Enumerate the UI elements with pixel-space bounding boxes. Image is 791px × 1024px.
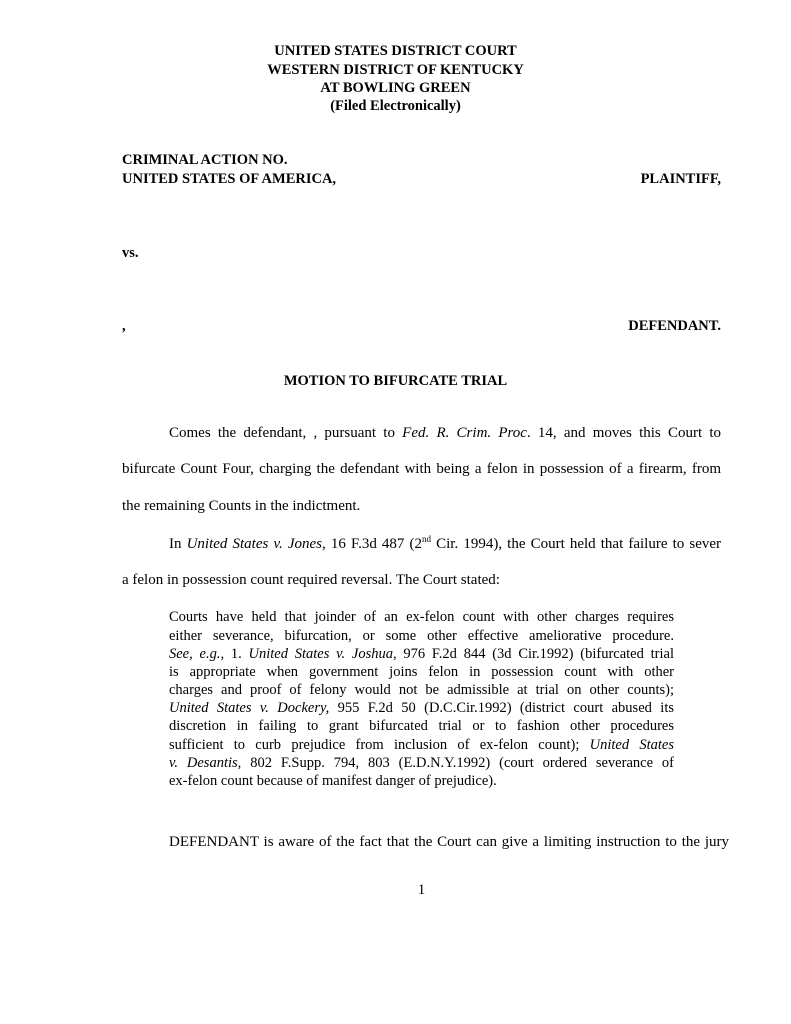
quote-line4: is appropriate when government joins felon in possession count with other	[169, 664, 674, 680]
motion-title: MOTION TO BIFURCATE TRIAL	[283, 373, 508, 389]
page-number: 1	[417, 882, 426, 898]
plaintiff-label: PLAINTIFF,	[640, 171, 721, 187]
para1-line3: the remaining Counts in the indictment.	[122, 498, 361, 514]
plaintiff-name: UNITED STATES OF AMERICA,	[122, 171, 337, 187]
para1-line2: bifurcate Count Four, charging the defendant with being a felon in possession of a firearm, from	[122, 461, 721, 477]
para1-line1: Comes the defendant, , pursuant to Fed. R. Crim. Proc. 14, and moves this Court to	[169, 425, 721, 441]
para2-line1: In United States v. Jones, 16 F.3d 487 (2nd Cir. 1994), the Court held that failure to sever	[169, 534, 722, 552]
defendant-name: ,	[122, 318, 126, 334]
court-name-line2: WESTERN DISTRICT OF KENTUCKY	[267, 62, 524, 78]
court-name-line3: AT BOWLING GREEN	[320, 80, 471, 96]
quote-line2: either severance, bifurcation, or some other effective ameliorative procedure.	[169, 628, 674, 644]
versus: vs.	[122, 245, 139, 261]
quote-line3: See, e.g., 1. United States v. Joshua, 976 F.2d 844 (3d Cir.1992) (bifurcated trial	[169, 646, 674, 662]
quote-line7: discretion in failing to grant bifurcated trial or to fashion other procedures	[169, 718, 674, 734]
rule-citation: Fed. R. Crim. Proc	[402, 425, 527, 441]
court-name-line1: UNITED STATES DISTRICT COURT	[274, 43, 517, 59]
case-name-jones: United States v. Jones	[186, 536, 322, 552]
para3-line1: DEFENDANT is aware of the fact that the Court can give a limiting instruction to the jury	[169, 834, 729, 850]
quote-line10: ex-felon count because of manifest danger of prejudice).	[169, 773, 497, 789]
quote-line5: charges and proof of felony would not be admissible at trial on other counts);	[169, 682, 674, 698]
quote-line8: sufficient to curb prejudice from inclusion of ex-felon count); United States	[169, 737, 674, 753]
criminal-action-number: CRIMINAL ACTION NO.	[122, 152, 288, 168]
quote-line9: v. Desantis, 802 F.Supp. 794, 803 (E.D.N.Y.1992) (court ordered severance of	[169, 755, 674, 771]
quote-line1: Courts have held that joinder of an ex-felon count with other charges requires	[169, 609, 674, 625]
para2-line2: a felon in possession count required reversal. The Court stated:	[122, 572, 500, 588]
quote-line6: United States v. Dockery, 955 F.2d 50 (D.C.Cir.1992) (district court abused its	[169, 700, 674, 716]
filed-electronically: (Filed Electronically)	[330, 98, 461, 114]
defendant-label: DEFENDANT.	[628, 318, 721, 334]
